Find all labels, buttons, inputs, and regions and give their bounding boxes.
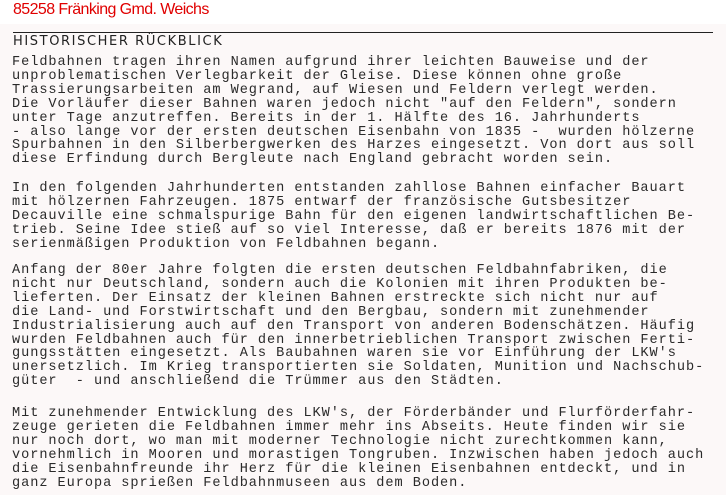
text-line: Spurbahnen in den Silberbergwerken des Harzes eingesetzt. Von dort aus soll — [12, 138, 696, 154]
text-line: Mit zunehmender Entwicklung des LKW's, der Förderbänder und Flurförderfahr- — [12, 406, 696, 421]
text-line: unproblematischen Verlegbarkeit der Gleise. Diese können ohne große — [12, 68, 623, 84]
text-line: güter - und anschließend die Trümmer aus den Städten. — [12, 374, 504, 390]
text-line: Trassierungsarbeiten am Wegrand, auf Wiesen und Feldern verlegt werden. — [12, 82, 659, 98]
paragraph — [12, 56, 695, 167]
text-line: In den folgenden Jahrhunderten entstanden zahllose Bahnen einfacher Bauart — [12, 181, 686, 196]
text-line: unter Tage anzutreffen. Bereits in der 1. Hälfte des 16. Jahrhunderts — [12, 110, 641, 126]
text-line: Feldbahnen tragen ihren Namen aufgrund ihrer leichten Bauweise und der — [12, 55, 650, 70]
text-line: serienmäßigen Produktion von Feldbahnen begann. — [12, 236, 441, 252]
text-line: - also lange vor der ersten deutschen Eisenbahn von 1835 - wurden hölzerne — [12, 124, 696, 140]
text-line: Industrialisierung auch auf den Transport von anderen Bodenschätzen. Häufig — [12, 318, 696, 334]
text-line: unersetzlich. Im Krieg transportierten sie Soldaten, Munition und Nachschub- — [12, 360, 705, 376]
text-line: die Eisenbahnfreunde ihr Herz für die kleinen Eisenbahnen entdeckt, und in — [12, 461, 686, 477]
text-line: zeuge gerieten die Feldbahnen immer mehr ins Abseits. Heute finden wir sie — [12, 419, 686, 435]
text-line: die Land- und Forstwirtschaft und den Bergbau, sondern mit zunehmender — [12, 304, 650, 320]
scanned-page — [0, 24, 726, 495]
text-line: nicht nur Deutschland, sondern auch die Kolonien mit ihren Produkten be- — [12, 276, 668, 292]
paragraph — [12, 264, 704, 389]
text-line: gungsstätten eingesetzt. Als Baubahnen waren sie vor Einführung der LKW's — [12, 346, 677, 362]
text-line: lieferten. Der Einsatz der kleinen Bahnen erstreckte sich nicht nur auf — [12, 290, 659, 306]
text-line: wurden Feldbahnen auch für den innerbetrieblichen Transport zwischen Ferti- — [12, 332, 696, 348]
text-line: Decauville eine schmalspurige Bahn für den eigenen landwirtschaftlichen Be- — [12, 208, 696, 224]
text-line: nur noch dort, wo man mit moderner Technologie nicht zurechtkommen kann, — [12, 433, 668, 449]
text-line: mit hölzernen Fahrzeugen. 1875 entwarf der französische Gutsbesitzer — [12, 194, 632, 210]
text-line: vornehmlich in Mooren und morastigen Tongruben. Inzwischen haben jedoch auch — [12, 447, 705, 463]
paragraph — [12, 407, 704, 490]
text-line: Die Vorläufer dieser Bahnen waren jedoch nicht "auf den Feldern", sondern — [12, 96, 677, 112]
text-line: diese Erfindung durch Bergleute nach England gebracht worden sein. — [12, 152, 614, 168]
location-header: 85258 Fränking Gmd. Weichs — [13, 1, 209, 18]
text-line: trieb. Seine Idee stieß auf so viel Interesse, daß er bereits 1876 mit der — [12, 222, 686, 238]
text-line: Anfang der 80er Jahre folgten die ersten deutschen Feldbahnfabriken, die — [12, 263, 668, 278]
text-line: ganz Europa sprießen Feldbahnmuseen aus dem Boden. — [12, 475, 468, 491]
paragraph — [12, 182, 695, 252]
page-title: HISTORISCHER RÜCKBLICK — [13, 34, 224, 49]
title-rule — [13, 32, 713, 33]
